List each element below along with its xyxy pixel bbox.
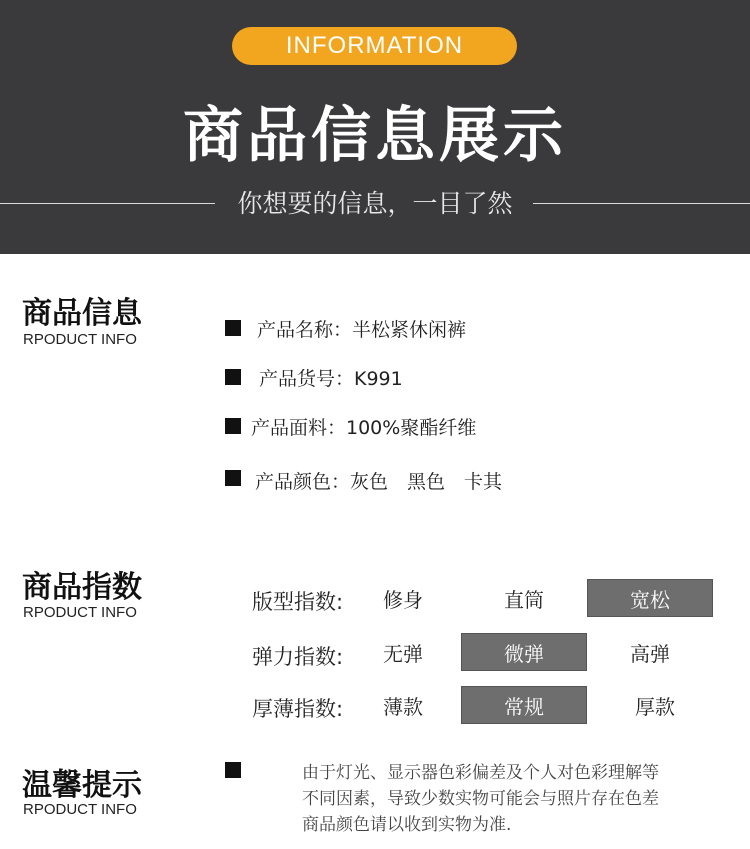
index-label-fit: 版型指数: [252, 590, 344, 614]
bullet-icon [225, 418, 241, 434]
page-title: 商品信息展示 [183, 101, 567, 171]
tip-line: 不同因素，导致少数实物可能会与照片存在色差 [302, 789, 659, 809]
bullet-icon [225, 762, 241, 778]
option-stretch-high: 高弹 [630, 641, 670, 666]
info-line-fabric: 产品面料：100%聚酯纤维 [251, 417, 477, 439]
section-subtitle-product-index: RPODUCT INFO [23, 604, 137, 621]
index-label-stretch: 弹力指数: [252, 645, 344, 669]
tip-line: 商品颜色请以收到实物为准. [302, 815, 512, 835]
page-subtitle-text: 你想要的信息，一目了然 [229, 189, 520, 218]
info-line-sku: 产品货号：K991 [259, 368, 403, 390]
information-pill: INFORMATION [232, 27, 517, 65]
option-thickness-regular-selected: 常规 [461, 686, 587, 724]
section-title-tips: 温馨提示 [22, 768, 142, 803]
bullet-icon [225, 470, 241, 486]
bullet-icon [225, 320, 241, 336]
bullet-icon [225, 369, 241, 385]
section-title-product-info: 商品信息 [22, 296, 142, 331]
option-stretch-none: 无弹 [383, 641, 423, 666]
section-title-product-index: 商品指数 [22, 570, 142, 605]
option-thickness-thin: 薄款 [383, 694, 423, 719]
tip-line: 由于灯光、显示器色彩偏差及个人对色彩理解等 [302, 763, 659, 783]
info-line-color: 产品颜色：灰色 黑色 卡其 [255, 471, 503, 493]
info-line-name: 产品名称：半松紧休闲裤 [257, 319, 467, 341]
option-fit-straight: 直筒 [504, 587, 544, 612]
section-subtitle-product-info: RPODUCT INFO [23, 331, 137, 348]
page-subtitle [0, 184, 750, 220]
section-subtitle-tips: RPODUCT INFO [23, 801, 137, 818]
option-thickness-thick: 厚款 [635, 694, 675, 719]
option-fit-slim: 修身 [383, 587, 423, 612]
option-stretch-slight-selected: 微弹 [461, 633, 587, 671]
index-label-thickness: 厚薄指数: [252, 697, 344, 721]
option-fit-loose-selected: 宽松 [587, 579, 713, 617]
header-banner [0, 0, 750, 254]
